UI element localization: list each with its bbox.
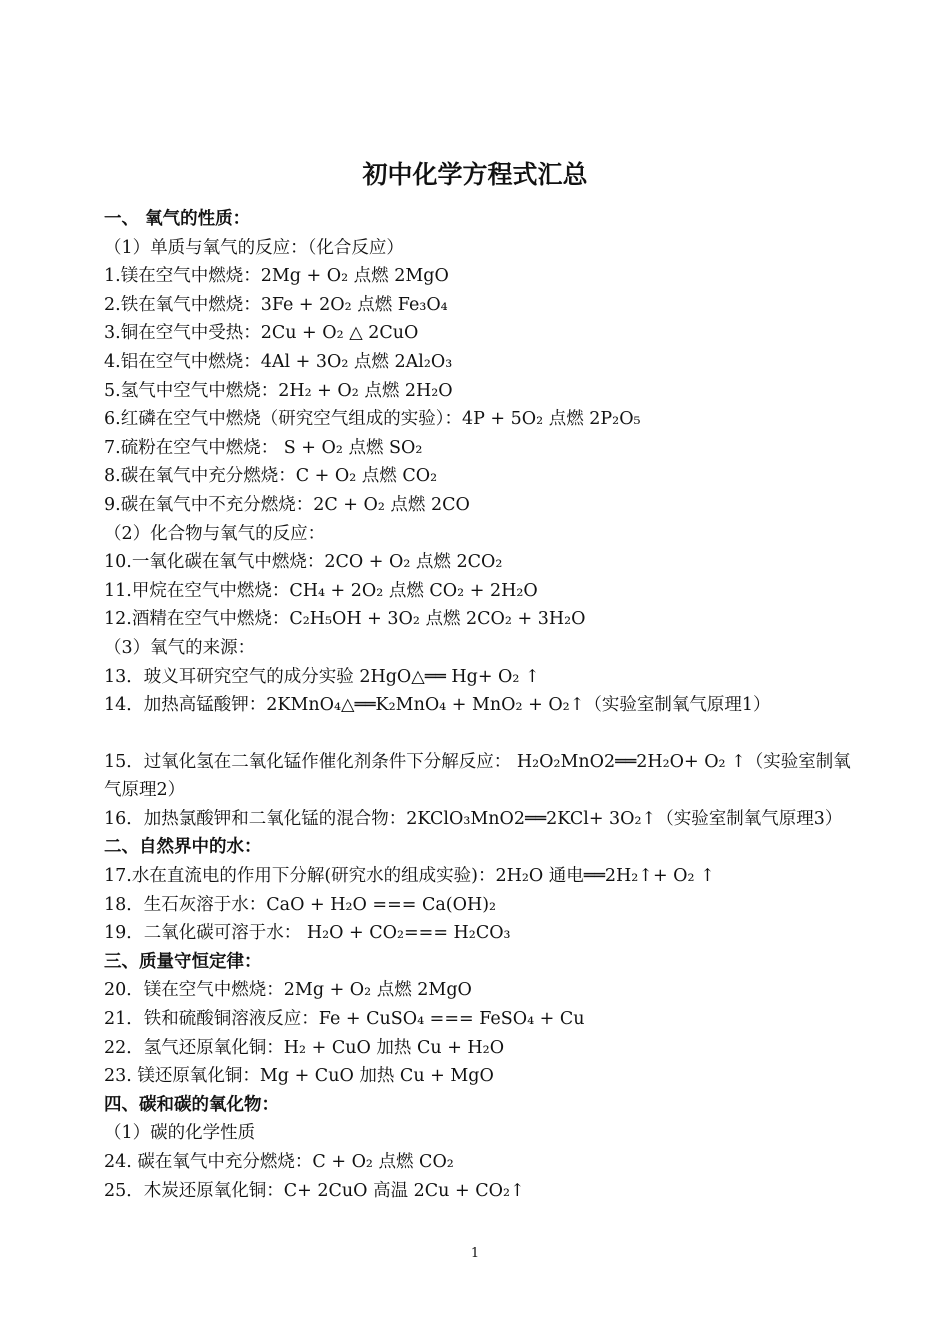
- equation-line: 13．玻义耳研究空气的成分实验 2HgO△══ Hg+ O₂ ↑: [104, 666, 540, 687]
- equation-line: 25．木炭还原氧化铜：C+ 2CuO 高温 2Cu + CO₂↑: [104, 1180, 525, 1201]
- section-heading-oxygen: 一、 氧气的性质：: [104, 209, 251, 229]
- equation-line: 10.一氧化碳在氧气中燃烧：2CO + O₂ 点燃 2CO₂: [104, 552, 503, 573]
- equation-line: 5.氢气中空气中燃烧：2H₂ + O₂ 点燃 2H₂O: [104, 380, 453, 401]
- equation-line: 24. 碳在氧气中充分燃烧：C + O₂ 点燃 CO₂: [104, 1152, 454, 1172]
- equation-line: 6.红磷在空气中燃烧（研究空气组成的实验）：4P + 5O₂ 点燃 2P₂O₅: [104, 409, 641, 430]
- page-number: 1: [470, 1246, 480, 1261]
- subsection-heading: （1）单质与氧气的反应：（化合反应）: [104, 237, 404, 258]
- equation-line: 17.水在直流电的作用下分解(研究水的组成实验)：2H₂O 通电══2H₂↑+ O₂ ↑: [104, 866, 715, 887]
- section-heading-water: 二、自然界中的水：: [104, 837, 262, 858]
- equation-line: 23. 镁还原氧化铜：Mg + CuO 加热 Cu + MgO: [104, 1066, 494, 1087]
- subsection-heading: （2）化合物与氧气的反应：: [104, 523, 326, 544]
- equation-line: 4.铝在空气中燃烧：4Al + 3O₂ 点燃 2Al₂O₃: [104, 351, 453, 372]
- equation-line: 3.铜在空气中受热：2Cu + O₂ △ 2CuO: [104, 323, 419, 344]
- equation-line: 16．加热氯酸钾和二氧化锰的混合物：2KClO₃MnO2══2KCl+ 3O₂↑（实验室制氧气原理3）: [104, 808, 843, 829]
- equation-line: 11.甲烷在空气中燃烧：CH₄ + 2O₂ 点燃 CO₂ + 2H₂O: [104, 580, 538, 601]
- equation-line: 7.硫粉在空气中燃烧： S + O₂ 点燃 SO₂: [104, 437, 423, 458]
- equation-line: 19．二氧化碳可溶于水： H₂O + CO₂=== H₂CO₃: [104, 923, 511, 944]
- equation-line: 9.碳在氧气中不充分燃烧：2C + O₂ 点燃 2CO: [104, 494, 470, 515]
- equation-line: 1.镁在空气中燃烧：2Mg + O₂ 点燃 2MgO: [104, 266, 449, 287]
- equation-line: 2.铁在氧气中燃烧：3Fe + 2O₂ 点燃 Fe₃O₄: [104, 294, 448, 315]
- equation-line: 18．生石灰溶于水：CaO + H₂O === Ca(OH)₂: [104, 894, 497, 915]
- equation-list: [104, 205, 854, 1205]
- section-heading-carbon: 四、碳和碳的氧化物：: [104, 1094, 279, 1115]
- equation-line: 21．铁和硫酸铜溶液反应：Fe + CuSO₄ === FeSO₄ + Cu: [104, 1009, 585, 1030]
- page-title: 初中化学方程式汇总: [362, 160, 588, 189]
- subsection-heading: （3）氧气的来源：: [104, 637, 256, 658]
- subsection-heading: （1）碳的化学性质: [104, 1123, 256, 1144]
- equation-line: 22．氢气还原氧化铜：H₂ + CuO 加热 Cu + H₂O: [104, 1037, 505, 1058]
- equation-line: 12.酒精在空气中燃烧：C₂H₅OH + 3O₂ 点燃 2CO₂ + 3H₂O: [104, 609, 586, 630]
- equation-line: 14．加热高锰酸钾：2KMnO₄△══K₂MnO₄ + MnO₂ + O₂↑（实验室制氧气原理1）: [104, 695, 771, 716]
- equation-line: 20．镁在空气中燃烧：2Mg + O₂ 点燃 2MgO: [104, 980, 472, 1001]
- section-heading-mass-conservation: 三、质量守恒定律：: [104, 951, 262, 972]
- equation-line: 8.碳在氧气中充分燃烧：C + O₂ 点燃 CO₂: [104, 466, 438, 487]
- equation-line: 15．过氧化氢在二氧化锰作催化剂条件下分解反应： H₂O₂MnO2══2H₂O+ O₂ ↑（实验室制氧气原理2）: [104, 751, 851, 801]
